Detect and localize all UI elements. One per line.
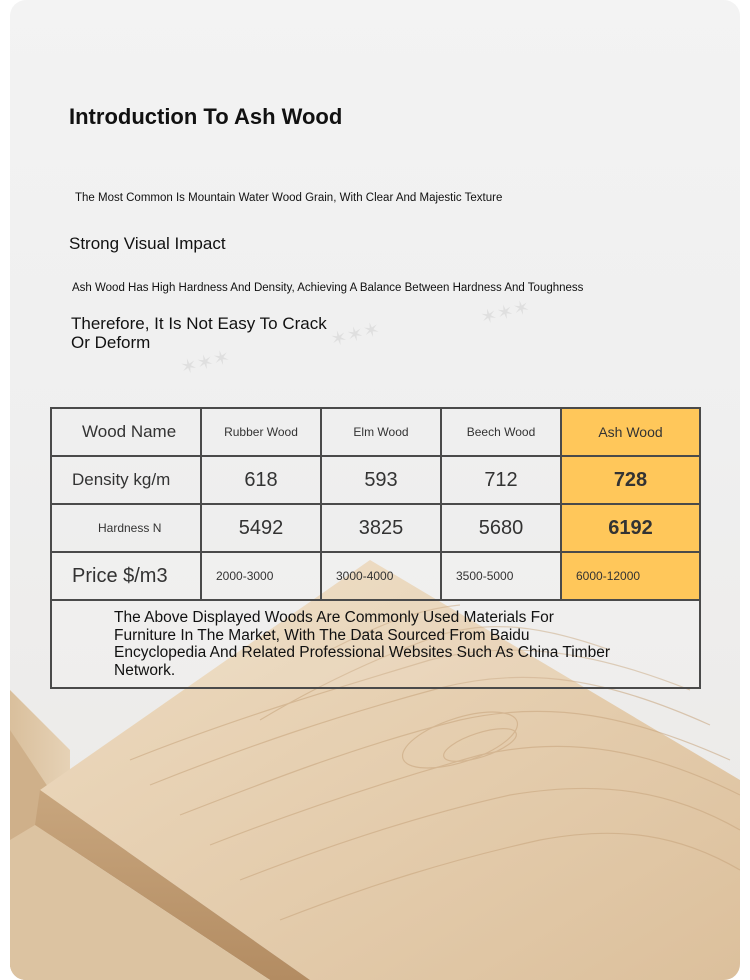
watermark: ✶✶✶: [178, 346, 233, 380]
row-label: Price $/m3: [51, 552, 201, 600]
description-line: The Most Common Is Mountain Water Wood Grain, With Clear And Majestic Texture: [75, 192, 503, 204]
table-cell: 3000-4000: [321, 552, 441, 600]
page-title: Introduction To Ash Wood: [69, 104, 343, 129]
table-row: [51, 456, 700, 504]
source-note: The Above Displayed Woods Are Commonly Used Materials For Furniture In The Market, With The Data Sourced From Baidu Encyclopedia And Related Professional Websites Such As China Timber Network.: [114, 609, 610, 679]
table-cell: 5492: [201, 504, 321, 552]
table-cell-highlight: 6192: [561, 504, 700, 552]
table-cell: 593: [321, 456, 441, 504]
table-cell: 3500-5000: [441, 552, 561, 600]
table-cell: 712: [441, 456, 561, 504]
table-cell: 2000-3000: [201, 552, 321, 600]
table-row: [51, 552, 700, 600]
table-cell-highlight: 6000-12000: [561, 552, 700, 600]
header-cell: Beech Wood: [441, 408, 561, 456]
row-label: Hardness N: [51, 504, 201, 552]
header-cell: Wood Name: [51, 408, 201, 456]
header-cell: Rubber Wood: [201, 408, 321, 456]
comparison-table: [50, 407, 701, 689]
description-line: Therefore, It Is Not Easy To Crack Or Deform: [71, 314, 327, 352]
table-cell-highlight: 728: [561, 456, 700, 504]
description-line: Ash Wood Has High Hardness And Density, Achieving A Balance Between Hardness And Toughness: [72, 282, 584, 294]
table-note-row: [51, 600, 700, 688]
product-card: [10, 0, 740, 980]
description-line: Strong Visual Impact: [69, 234, 226, 253]
header-cell: Elm Wood: [321, 408, 441, 456]
row-label: Density kg/m: [51, 456, 201, 504]
watermark: ✶✶✶: [328, 318, 383, 352]
table-cell: 3825: [321, 504, 441, 552]
header-cell-highlight: Ash Wood: [561, 408, 700, 456]
table-header-row: [51, 408, 700, 456]
watermark: ✶✶✶: [478, 296, 533, 330]
note-cell: [51, 600, 700, 688]
table-cell: 5680: [441, 504, 561, 552]
table-row: [51, 504, 700, 552]
table-cell: 618: [201, 456, 321, 504]
